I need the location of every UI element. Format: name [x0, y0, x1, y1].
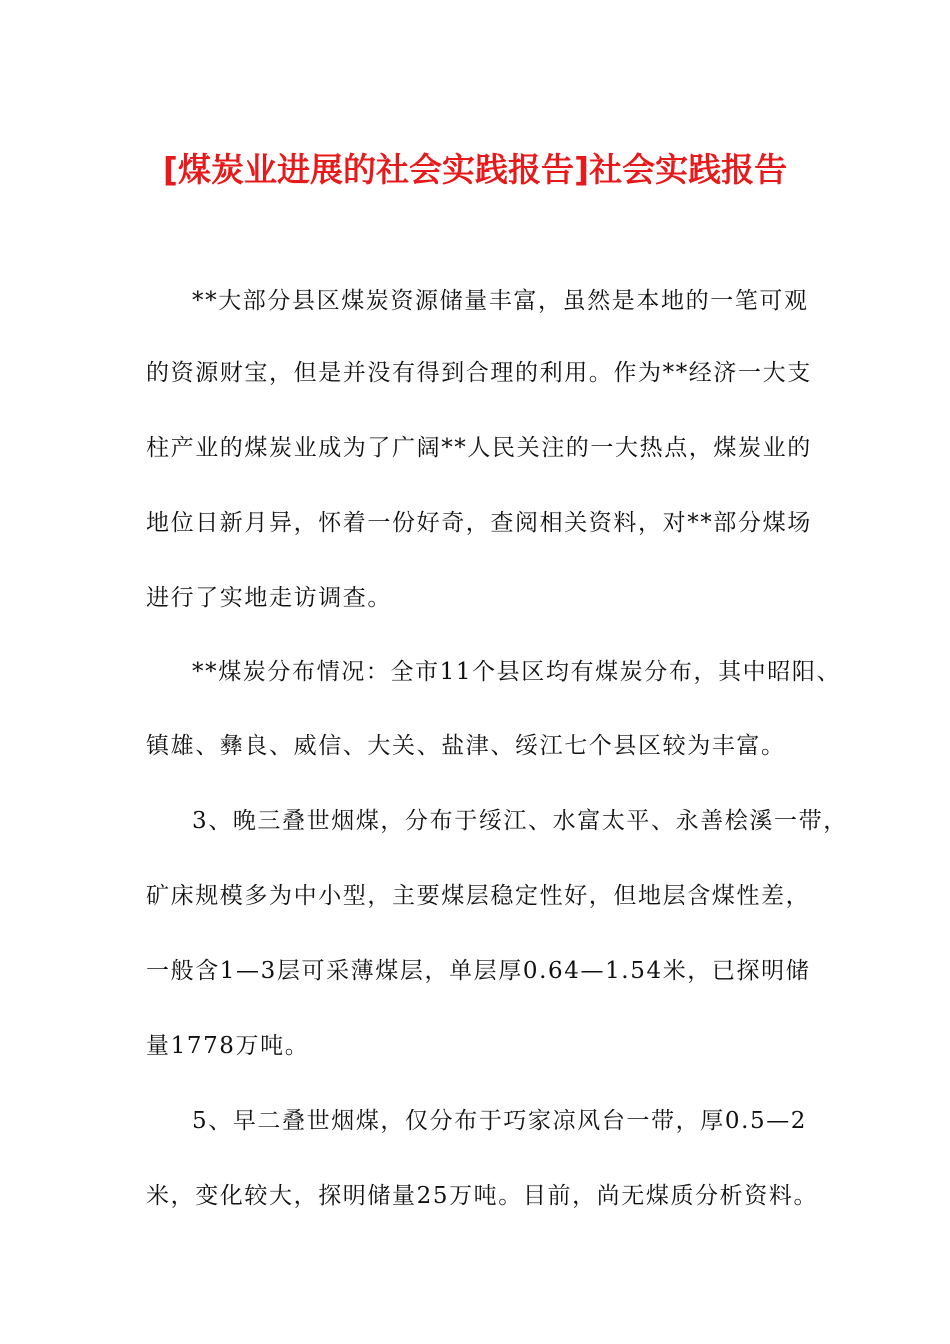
- paragraph-1-line-2: 的资源财宝，但是并没有得到合理的利用。作为**经济一大支: [146, 360, 812, 386]
- paragraph-2-line-2: 镇雄、彝良、威信、大关、盐津、绥江七个县区较为丰富。: [146, 733, 786, 759]
- paragraph-4-line-1: 5、早二叠世烟煤，仅分布于巧家凉风台一带，厚0.5—2: [192, 1108, 808, 1134]
- paragraph-1-line-3: 柱产业的煤炭业成为了广阔**人民关注的一大热点，煤炭业的: [146, 435, 812, 461]
- document-title: [煤炭业进展的社会实践报告]社会实践报告: [162, 150, 788, 189]
- paragraph-4-line-2: 米，变化较大，探明储量25万吨。目前，尚无煤质分析资料。: [146, 1183, 819, 1209]
- paragraph-1-line-4: 地位日新月异，怀着一份好奇，查阅相关资料，对**部分煤场: [146, 510, 812, 536]
- paragraph-2-line-1: **煤炭分布情况：全市11个县区均有煤炭分布，其中昭阳、: [192, 659, 842, 685]
- paragraph-1-line-5: 进行了实地走访调查。: [146, 585, 392, 611]
- paragraph-3-line-1: 3、晚三叠世烟煤，分布于绥江、水富太平、永善桧溪一带，: [192, 808, 848, 834]
- paragraph-1-line-1: **大部分县区煤炭资源储量丰富，虽然是本地的一笔可观: [192, 288, 809, 314]
- paragraph-3-line-2: 矿床规模多为中小型，主要煤层稳定性好，但地层含煤性差，: [146, 883, 811, 909]
- paragraph-3-line-4: 量1778万吨。: [146, 1033, 310, 1059]
- paragraph-3-line-3: 一般含1—3层可采薄煤层，单层厚0.64—1.54米，已探明储: [146, 958, 811, 984]
